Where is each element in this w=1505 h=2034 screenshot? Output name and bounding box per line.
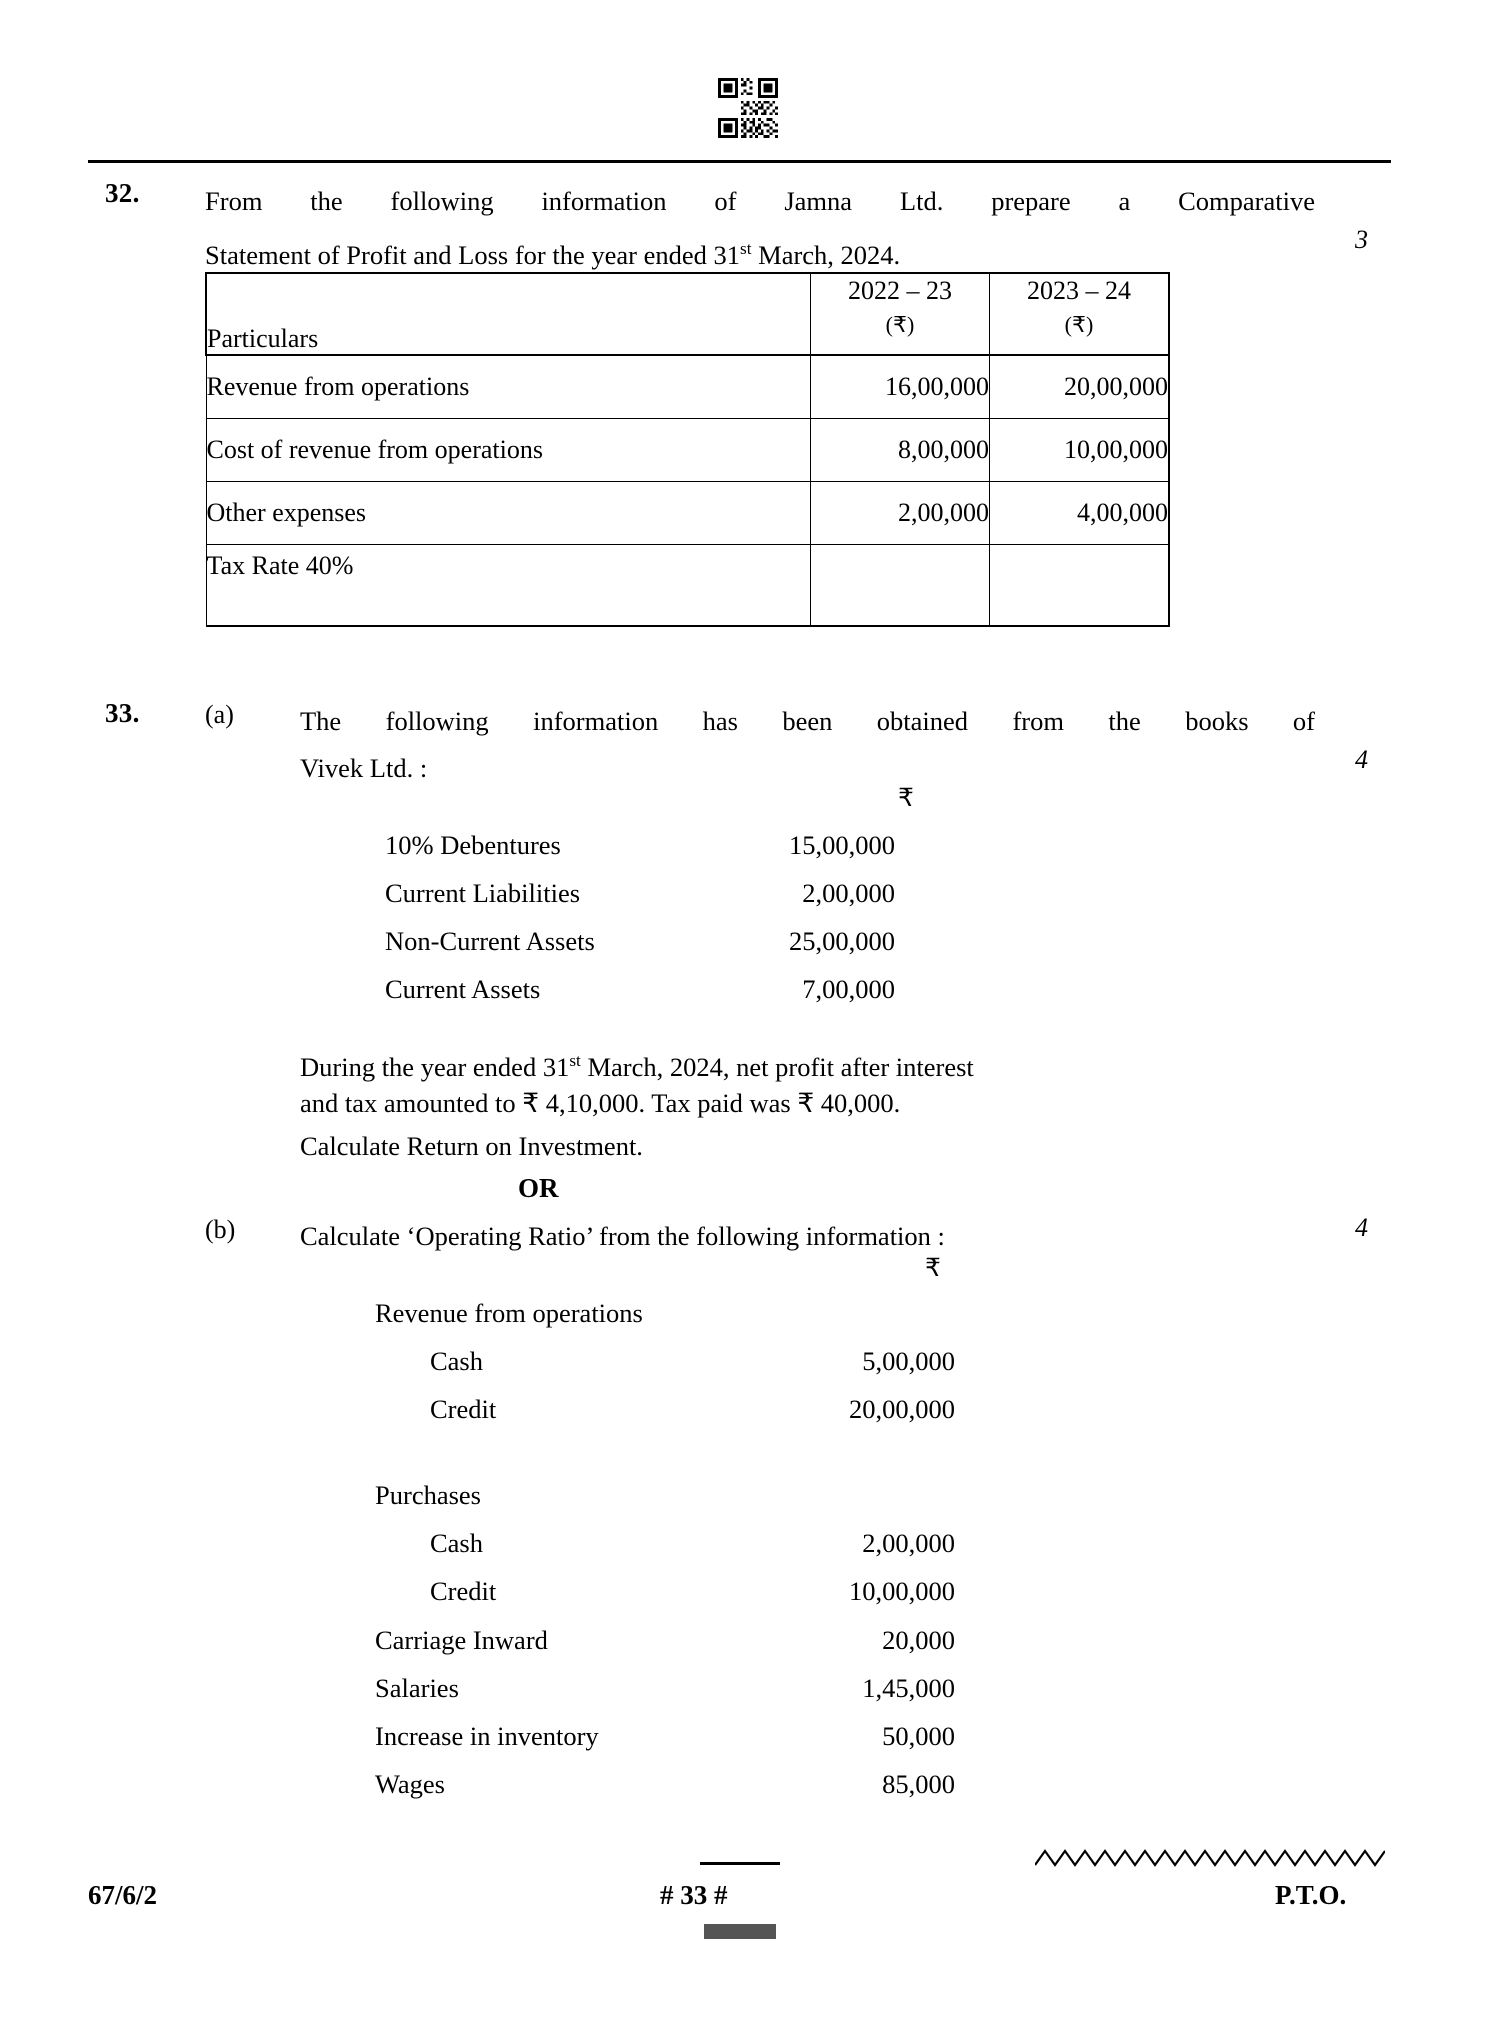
question-32-line2 <box>205 225 1315 279</box>
group-1-item-1-name: Credit <box>430 1576 497 1606</box>
list-item <box>375 1394 955 1442</box>
question-32-line1: From the following information of Jamna Ltd. prepare a Comparative <box>205 186 1315 216</box>
q32-ordinal-suffix: st <box>740 239 752 258</box>
col-2022-23-year: 2022 – 23 <box>848 276 952 305</box>
item-0-name: 10% Debentures <box>385 830 561 860</box>
group-1-heading: Purchases <box>375 1480 481 1510</box>
flat-item-1-amount: 1,45,000 <box>862 1673 955 1703</box>
row-3-2022-23 <box>811 545 990 627</box>
column-header-2022-23 <box>811 273 990 355</box>
list-item <box>385 926 895 974</box>
row-2-particulars: Other expenses <box>206 482 811 545</box>
group-1-item-1-amount: 10,00,000 <box>849 1576 955 1606</box>
q33a-para-pre: During the year ended 31 <box>300 1051 570 1082</box>
table-row <box>206 545 1169 627</box>
item-3-amount: 7,00,000 <box>802 974 895 1004</box>
row-0-2023-24: 20,00,000 <box>990 355 1170 419</box>
question-33a-label: (a) <box>205 700 234 729</box>
operating-ratio-group-revenue <box>375 1298 955 1442</box>
comparative-statement-table <box>205 272 1170 627</box>
list-item <box>375 1576 955 1624</box>
flat-item-3-name: Wages <box>375 1769 445 1799</box>
footer-bar <box>704 1924 776 1939</box>
list-item <box>385 974 895 1022</box>
q32-line2-post: March, 2024. <box>751 239 901 270</box>
list-item <box>375 1769 955 1817</box>
header-divider <box>88 160 1391 163</box>
list-item <box>375 1721 955 1769</box>
flat-item-0-amount: 20,000 <box>882 1625 955 1655</box>
table-header-row <box>206 273 1169 355</box>
row-2-2023-24: 4,00,000 <box>990 482 1170 545</box>
question-32-number: 32. <box>105 178 140 208</box>
footer-rule <box>700 1862 780 1865</box>
item-0-amount: 15,00,000 <box>789 830 895 860</box>
column-header-particulars: Particulars <box>206 273 811 355</box>
flat-item-0-name: Carriage Inward <box>375 1625 548 1655</box>
flat-item-3-amount: 85,000 <box>882 1769 955 1799</box>
flat-item-1-name: Salaries <box>375 1673 459 1703</box>
row-2-2022-23: 2,00,000 <box>811 482 990 545</box>
operating-ratio-group-purchases <box>375 1480 955 1624</box>
page-marker: # 33 # <box>660 1880 728 1910</box>
wavy-line-decoration <box>1035 1845 1385 1871</box>
group-1-item-0-amount: 2,00,000 <box>862 1528 955 1558</box>
question-33a-marks: 4 <box>1355 745 1368 774</box>
question-33a-para-line3: Calculate Return on Investment. <box>300 1131 643 1161</box>
question-33b-text: Calculate ‘Operating Ratio’ from the following information : <box>300 1221 945 1251</box>
group-0-item-1-name: Credit <box>430 1394 497 1424</box>
operating-ratio-flat-items <box>375 1625 955 1817</box>
q33a-para-post: March, 2024, net profit after interest <box>580 1051 974 1082</box>
flat-item-2-amount: 50,000 <box>882 1721 955 1751</box>
table-row <box>206 355 1169 419</box>
rupee-symbol-header-b: ₹ <box>925 1255 941 1282</box>
question-33a-line1: The following information has been obtained from the books of <box>300 706 1315 736</box>
list-item <box>375 1625 955 1673</box>
q33a-ordinal-suffix: st <box>569 1051 581 1070</box>
question-33-number: 33. <box>105 698 140 728</box>
col-2022-23-unit: (₹) <box>885 312 915 337</box>
list-item <box>385 878 895 926</box>
group-0-item-0-name: Cash <box>430 1346 483 1376</box>
or-separator: OR <box>518 1173 559 1203</box>
table-row <box>206 419 1169 482</box>
row-1-2022-23: 8,00,000 <box>811 419 990 482</box>
col-2023-24-unit: (₹) <box>1064 312 1094 337</box>
group-0-heading: Revenue from operations <box>375 1298 643 1328</box>
pto-label: P.T.O. <box>1275 1880 1347 1910</box>
flat-item-2-name: Increase in inventory <box>375 1721 599 1751</box>
row-0-2022-23: 16,00,000 <box>811 355 990 419</box>
item-1-amount: 2,00,000 <box>802 878 895 908</box>
item-2-amount: 25,00,000 <box>789 926 895 956</box>
question-32-marks: 3 <box>1355 225 1368 254</box>
group-0-item-1-amount: 20,00,000 <box>849 1394 955 1424</box>
question-33a-line2: Vivek Ltd. : <box>300 753 428 783</box>
col-2023-24-year: 2023 – 24 <box>1027 276 1131 305</box>
row-3-2023-24 <box>990 545 1170 627</box>
group-0-item-0-amount: 5,00,000 <box>862 1346 955 1376</box>
list-item <box>375 1673 955 1721</box>
vivek-ltd-items <box>385 830 895 1022</box>
group-1-item-0-name: Cash <box>430 1528 483 1558</box>
list-item <box>375 1346 955 1394</box>
group-heading <box>375 1298 955 1346</box>
question-33b-label: (b) <box>205 1215 236 1244</box>
row-0-particulars: Revenue from operations <box>206 355 811 419</box>
list-item <box>385 830 895 878</box>
qr-code-icon <box>718 78 778 138</box>
row-3-particulars: Tax Rate 40% <box>206 545 811 627</box>
item-2-name: Non-Current Assets <box>385 926 595 956</box>
rupee-symbol-header-a: ₹ <box>898 785 914 812</box>
row-1-particulars: Cost of revenue from operations <box>206 419 811 482</box>
group-heading <box>375 1480 955 1528</box>
item-3-name: Current Assets <box>385 974 541 1004</box>
list-item <box>375 1528 955 1576</box>
column-header-2023-24 <box>990 273 1170 355</box>
item-1-name: Current Liabilities <box>385 878 581 908</box>
q32-line2-pre: Statement of Profit and Loss for the year ended 31 <box>205 239 741 270</box>
question-33a-para-line2: and tax amounted to ₹ 4,10,000. Tax paid was ₹ 40,000. <box>300 1088 901 1118</box>
table-row <box>206 482 1169 545</box>
question-33b-marks: 4 <box>1355 1213 1368 1242</box>
row-1-2023-24: 10,00,000 <box>990 419 1170 482</box>
paper-code: 67/6/2 <box>88 1880 158 1910</box>
